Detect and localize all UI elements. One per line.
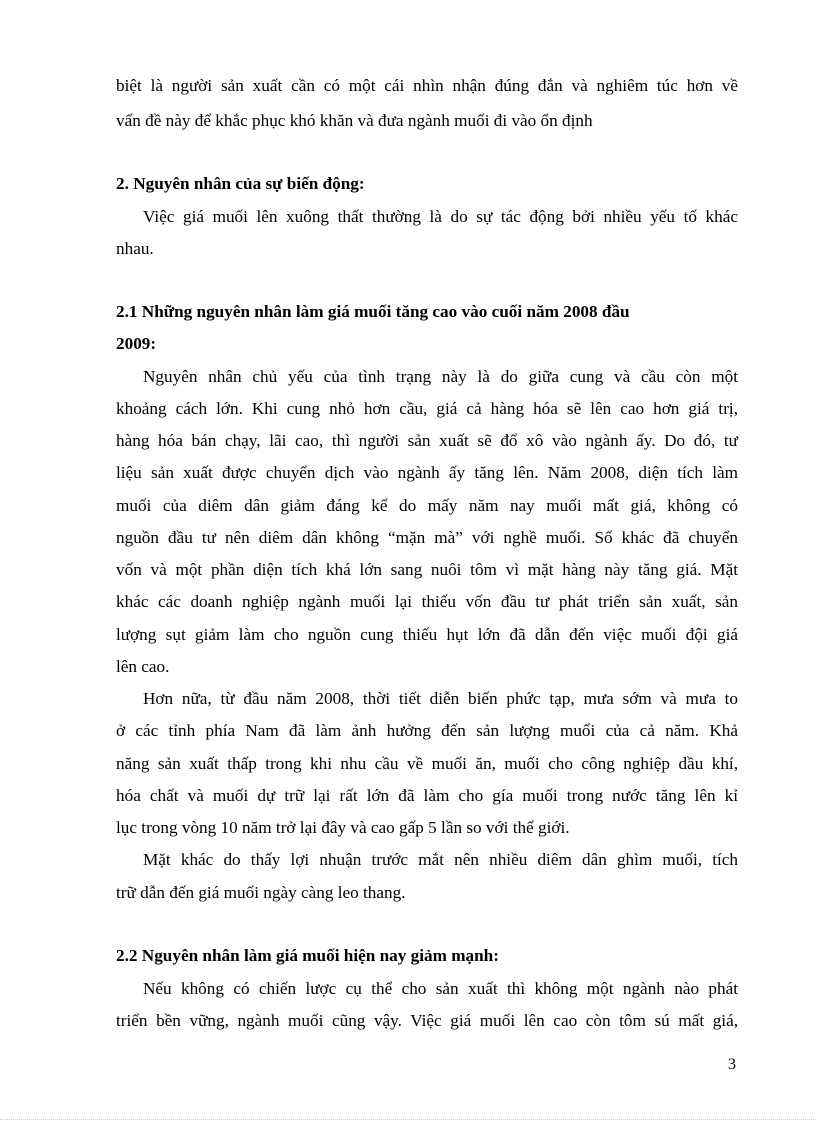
page-number: 3 [728,1056,736,1073]
paragraph-line: triển bền vững, ngành muối cũng vậy. Việc giá muối lên cao còn tôm sú mất giá, [116,1011,738,1030]
section-heading: 2009: [116,334,157,353]
paragraph-line: nhau. [116,239,154,258]
page-bottom-border [0,1119,816,1120]
paragraph-line: Nguyên nhân chủ yếu của tình trạng này là do giữa cung và cầu còn một [143,367,738,386]
paragraph-line: Việc giá muối lên xuông thất thường là do sự tác động bởi nhiều yếu tố khác [143,207,738,226]
paragraph-line: Nếu không có chiến lược cụ thể cho sản xuất thì không một ngành nào phát [143,979,738,998]
paragraph-line: vốn và một phần diện tích khá lớn sang nuôi tôm vì mặt hàng này tăng giá. Mặt [116,560,738,579]
paragraph-line: muối của diêm dân giảm đáng kể do mấy năm nay muối mất giá, không có [116,496,738,515]
paragraph-line: ở các tỉnh phía Nam đã làm ảnh hưởng đến sản lượng muối của cả năm. Khả [116,721,738,740]
section-heading: 2. Nguyên nhân của sự biến động: [116,174,365,193]
paragraph-line: hóa chất và muối dự trữ lại rất lớn đã làm cho gía muối trong nước tăng lên kỉ [116,786,738,805]
paragraph-line: lên cao. [116,657,170,676]
paragraph-line: năng sản xuất thấp trong khi nhu cầu về muối ăn, muối cho công nghiệp dầu khí, [116,754,738,773]
section-heading: 2.2 Nguyên nhân làm giá muối hiện nay giảm mạnh: [116,946,499,965]
paragraph-line: Hơn nữa, từ đầu năm 2008, thời tiết diễn biến phức tạp, mưa sớm và mưa to [143,689,738,708]
paragraph-line: trữ dẫn đến giá muối ngày càng leo thang. [116,883,406,902]
paragraph-line: khác các doanh nghiệp ngành muối lại thiếu vốn đầu tư phát triển sản xuất, sản [116,592,738,611]
paragraph-line: liệu sản xuất được chuyển dịch vào ngành ấy tăng lên. Năm 2008, diện tích làm [116,463,738,482]
paragraph-line: lục trong vòng 10 năm trở lại đây và cao gấp 5 lần so với thế giới. [116,818,570,837]
paragraph-line: biệt là người sản xuất cần có một cái nhìn nhận đúng đắn và nghiêm túc hơn về [116,76,738,95]
paragraph-line: Mặt khác do thấy lợi nhuận trước mắt nên nhiều diêm dân ghìm muối, tích [143,850,738,869]
section-heading: 2.1 Những nguyên nhân làm giá muối tăng cao vào cuối năm 2008 đầu [116,302,630,321]
paragraph-line: lượng sụt giảm làm cho nguồn cung thiếu hụt lớn đã dẫn đến việc muối đội giá [116,625,738,644]
paragraph-line: hàng hóa bán chạy, lãi cao, thì người sản xuất sẽ đổ xô vào ngành ấy. Do đó, tư [116,431,738,450]
paragraph-line: nguồn đầu tư nên diêm dân không “mặn mà” với nghề muối. Số khác đã chuyển [116,528,738,547]
paragraph-line: khoảng cách lớn. Khi cung nhỏ hơn cầu, giá cả hàng hóa sẽ lên cao hơn giá trị, [116,399,738,418]
paragraph-line: vấn đề này để khắc phục khó khăn và đưa ngành muối đi vào ổn định [116,111,593,130]
